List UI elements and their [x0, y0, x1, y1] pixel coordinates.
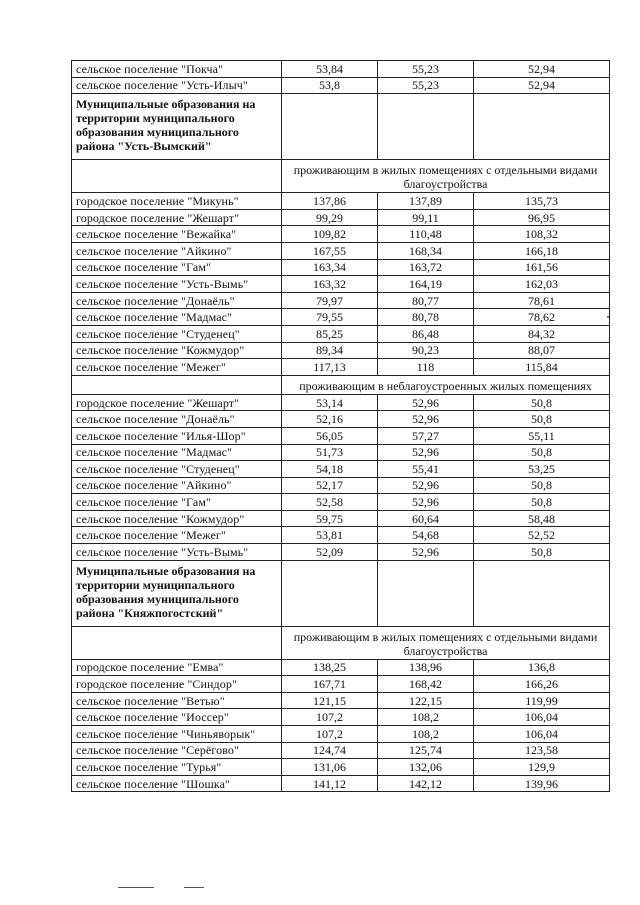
value-cell-2: 86,48: [378, 325, 474, 342]
value-cell-3: 166,26: [474, 676, 610, 693]
value-cell-1: 53,14: [282, 394, 378, 411]
value-cell-3: 135,73: [474, 193, 610, 210]
table-row: [72, 359, 610, 376]
settlement-name-cell: сельское поселение "Серёгово": [72, 742, 282, 759]
settlement-name-cell: городское поселение "Жешарт": [72, 394, 282, 411]
empty-cell: [474, 94, 610, 160]
settlement-name-cell: сельское поселение "Турья": [72, 759, 282, 776]
table-row: [72, 742, 610, 759]
settlement-name-cell: сельское поселение "Межег": [72, 527, 282, 544]
table-row: [72, 226, 610, 243]
value-cell-1: 79,97: [282, 292, 378, 309]
value-cell-2: 108,2: [378, 709, 474, 726]
group-title-cell: Муниципальные образования на территории муниципального образования муниципального района "Княжпогостский": [72, 560, 282, 626]
value-cell-1: 163,34: [282, 259, 378, 276]
settlement-name-cell: сельское поселение "Айкино": [72, 242, 282, 259]
table-row: [72, 276, 610, 293]
category-row: [72, 626, 610, 659]
table-row: [72, 242, 610, 259]
value-cell-2: 125,74: [378, 742, 474, 759]
value-cell-1: 141,12: [282, 775, 378, 792]
settlement-name-cell: сельское поселение "Покча": [72, 61, 282, 78]
category-row: [72, 375, 610, 394]
value-cell-2: 55,23: [378, 77, 474, 94]
settlement-name-cell: сельское поселение "Чиньяворык": [72, 726, 282, 743]
value-cell-2: 137,89: [378, 193, 474, 210]
value-cell-2: 80,77: [378, 292, 474, 309]
settlement-name-cell: сельское поселение "Студенец": [72, 461, 282, 478]
value-cell-2: 110,48: [378, 226, 474, 243]
empty-cell: [72, 375, 282, 394]
value-cell-1: 107,2: [282, 726, 378, 743]
value-cell-1: 52,16: [282, 411, 378, 428]
settlement-name-cell: сельское поселение "Студенец": [72, 325, 282, 342]
table-row: [72, 461, 610, 478]
table-row: [72, 510, 610, 527]
value-cell-2: 99,11: [378, 209, 474, 226]
value-cell-3: 162,03: [474, 276, 610, 293]
category-row: [72, 160, 610, 193]
empty-cell: [282, 94, 378, 160]
table-row: [72, 259, 610, 276]
table-row: [72, 759, 610, 776]
value-cell-2: 118: [378, 359, 474, 376]
value-cell-1: 59,75: [282, 510, 378, 527]
table-row: [72, 61, 610, 78]
empty-cell: [378, 560, 474, 626]
settlement-name-cell: городское поселение "Синдор": [72, 676, 282, 693]
value-cell-3: 115,84: [474, 359, 610, 376]
value-cell-2: 80,78: [378, 309, 474, 326]
value-cell-1: 79,55: [282, 309, 378, 326]
group-title-cell: Муниципальные образования на территории муниципального образования муниципального района "Усть-Вымский": [72, 94, 282, 160]
value-cell-1: 121,15: [282, 692, 378, 709]
value-cell-2: 52,96: [378, 411, 474, 428]
empty-cell: [72, 160, 282, 193]
settlement-name-cell: сельское поселение "Усть-Вымь": [72, 276, 282, 293]
settlement-name-cell: сельское поселение "Кожмудор": [72, 342, 282, 359]
settlement-name-cell: сельское поселение "Иоссер": [72, 709, 282, 726]
empty-cell: [72, 626, 282, 659]
value-cell-1: 167,55: [282, 242, 378, 259]
value-cell-1: 89,34: [282, 342, 378, 359]
value-cell-3: 50,8: [474, 444, 610, 461]
table-row: [72, 676, 610, 693]
value-cell-2: 168,34: [378, 242, 474, 259]
settlement-name-cell: сельское поселение "Илья-Шор": [72, 427, 282, 444]
empty-cell: [378, 94, 474, 160]
value-cell-3: 52,94: [474, 77, 610, 94]
value-cell-2: 52,96: [378, 494, 474, 511]
settlement-name-cell: сельское поселение "Донаёль": [72, 411, 282, 428]
empty-cell: [474, 560, 610, 626]
value-cell-3: 106,04: [474, 726, 610, 743]
value-cell-1: 167,71: [282, 676, 378, 693]
value-cell-2: 90,23: [378, 342, 474, 359]
value-cell-1: 54,18: [282, 461, 378, 478]
settlement-name-cell: сельское поселение "Мадмас": [72, 309, 282, 326]
value-cell-1: 56,05: [282, 427, 378, 444]
value-cell-2: 138,96: [378, 659, 474, 676]
value-cell-3: 50,8: [474, 494, 610, 511]
table-row: [72, 692, 610, 709]
value-cell-1: 137,86: [282, 193, 378, 210]
settlement-name-cell: городское поселение "Микунь": [72, 193, 282, 210]
value-cell-1: 52,17: [282, 477, 378, 494]
settlement-name-cell: сельское поселение "Гам": [72, 494, 282, 511]
table-row: [72, 325, 610, 342]
settlement-name-cell: сельское поселение "Усть-Вымь": [72, 544, 282, 561]
value-cell-3: 50,8: [474, 544, 610, 561]
value-cell-1: 53,81: [282, 527, 378, 544]
footer-rule-left: [118, 887, 154, 888]
table-row: [72, 709, 610, 726]
value-cell-1: 131,06: [282, 759, 378, 776]
value-cell-2: 142,12: [378, 775, 474, 792]
table-row: [72, 394, 610, 411]
value-cell-3: 55,11: [474, 427, 610, 444]
settlement-name-cell: сельское поселение "Вежайка": [72, 226, 282, 243]
value-cell-1: 85,25: [282, 325, 378, 342]
settlement-name-cell: сельское поселение "Мадмас": [72, 444, 282, 461]
value-cell-2: 52,96: [378, 444, 474, 461]
value-cell-3: 136,8: [474, 659, 610, 676]
table-row: [72, 342, 610, 359]
value-cell-3: 161,56: [474, 259, 610, 276]
value-cell-2: 55,23: [378, 61, 474, 78]
value-cell-3: 78,61: [474, 292, 610, 309]
settlement-name-cell: сельское поселение "Кожмудор": [72, 510, 282, 527]
value-cell-3: 52,94: [474, 61, 610, 78]
value-cell-2: 52,96: [378, 544, 474, 561]
value-cell-3: 52,52: [474, 527, 610, 544]
settlement-name-cell: городское поселение "Емва": [72, 659, 282, 676]
table-row: [72, 444, 610, 461]
value-cell-3: 88,07: [474, 342, 610, 359]
category-label-cell: проживающим в жилых помещениях с отдельными видами благоустройства: [282, 626, 610, 659]
table-row: [72, 309, 610, 326]
category-label-cell: проживающим в жилых помещениях с отдельными видами благоустройства: [282, 160, 610, 193]
value-cell-2: 57,27: [378, 427, 474, 444]
settlement-name-cell: городское поселение "Жешарт": [72, 209, 282, 226]
tariff-table-body: [72, 61, 610, 792]
table-row: [72, 209, 610, 226]
settlement-name-cell: сельское поселение "Айкино": [72, 477, 282, 494]
value-cell-3: 50,8: [474, 477, 610, 494]
value-cell-1: 107,2: [282, 709, 378, 726]
table-row: [72, 427, 610, 444]
value-cell-2: 54,68: [378, 527, 474, 544]
value-cell-3: 53,25: [474, 461, 610, 478]
tariff-table: [71, 60, 610, 792]
settlement-name-cell: сельское поселение "Межег": [72, 359, 282, 376]
group-header-row: [72, 94, 610, 160]
value-cell-1: 51,73: [282, 444, 378, 461]
value-cell-3: 58,48: [474, 510, 610, 527]
value-cell-3: 84,32: [474, 325, 610, 342]
value-cell-2: 164,19: [378, 276, 474, 293]
value-cell-2: 122,15: [378, 692, 474, 709]
value-cell-1: 52,09: [282, 544, 378, 561]
value-cell-2: 132,06: [378, 759, 474, 776]
value-cell-1: 109,82: [282, 226, 378, 243]
value-cell-1: 53,8: [282, 77, 378, 94]
table-row: [72, 477, 610, 494]
table-row: [72, 77, 610, 94]
table-row: [72, 411, 610, 428]
empty-cell: [282, 560, 378, 626]
value-cell-3: 166,18: [474, 242, 610, 259]
table-row: [72, 775, 610, 792]
table-row: [72, 659, 610, 676]
value-cell-3: 119,99: [474, 692, 610, 709]
table-row: [72, 726, 610, 743]
value-cell-2: 60,64: [378, 510, 474, 527]
value-cell-1: 138,25: [282, 659, 378, 676]
margin-dot: [607, 316, 609, 318]
settlement-name-cell: сельское поселение "Ветью": [72, 692, 282, 709]
value-cell-3: 96,95: [474, 209, 610, 226]
footer-rule-right: [184, 887, 204, 888]
value-cell-1: 117,13: [282, 359, 378, 376]
category-label-cell: проживающим в неблагоустроенных жилых помещениях: [282, 375, 610, 394]
settlement-name-cell: сельское поселение "Донаёль": [72, 292, 282, 309]
table-row: [72, 494, 610, 511]
value-cell-3: 108,32: [474, 226, 610, 243]
table-row: [72, 544, 610, 561]
value-cell-1: 53,84: [282, 61, 378, 78]
value-cell-2: 52,96: [378, 477, 474, 494]
group-header-row: [72, 560, 610, 626]
value-cell-1: 124,74: [282, 742, 378, 759]
settlement-name-cell: сельское поселение "Усть-Илыч": [72, 77, 282, 94]
table-row: [72, 193, 610, 210]
value-cell-1: 99,29: [282, 209, 378, 226]
value-cell-2: 163,72: [378, 259, 474, 276]
value-cell-2: 168,42: [378, 676, 474, 693]
settlement-name-cell: сельское поселение "Гам": [72, 259, 282, 276]
value-cell-3: 78,62: [474, 309, 610, 326]
value-cell-3: 50,8: [474, 394, 610, 411]
value-cell-3: 123,58: [474, 742, 610, 759]
value-cell-2: 55,41: [378, 461, 474, 478]
value-cell-3: 50,8: [474, 411, 610, 428]
value-cell-1: 52,58: [282, 494, 378, 511]
settlement-name-cell: сельское поселение "Шошка": [72, 775, 282, 792]
value-cell-3: 139,96: [474, 775, 610, 792]
table-row: [72, 527, 610, 544]
value-cell-3: 106,04: [474, 709, 610, 726]
value-cell-3: 129,9: [474, 759, 610, 776]
table-row: [72, 292, 610, 309]
value-cell-1: 163,32: [282, 276, 378, 293]
value-cell-2: 52,96: [378, 394, 474, 411]
value-cell-2: 108,2: [378, 726, 474, 743]
